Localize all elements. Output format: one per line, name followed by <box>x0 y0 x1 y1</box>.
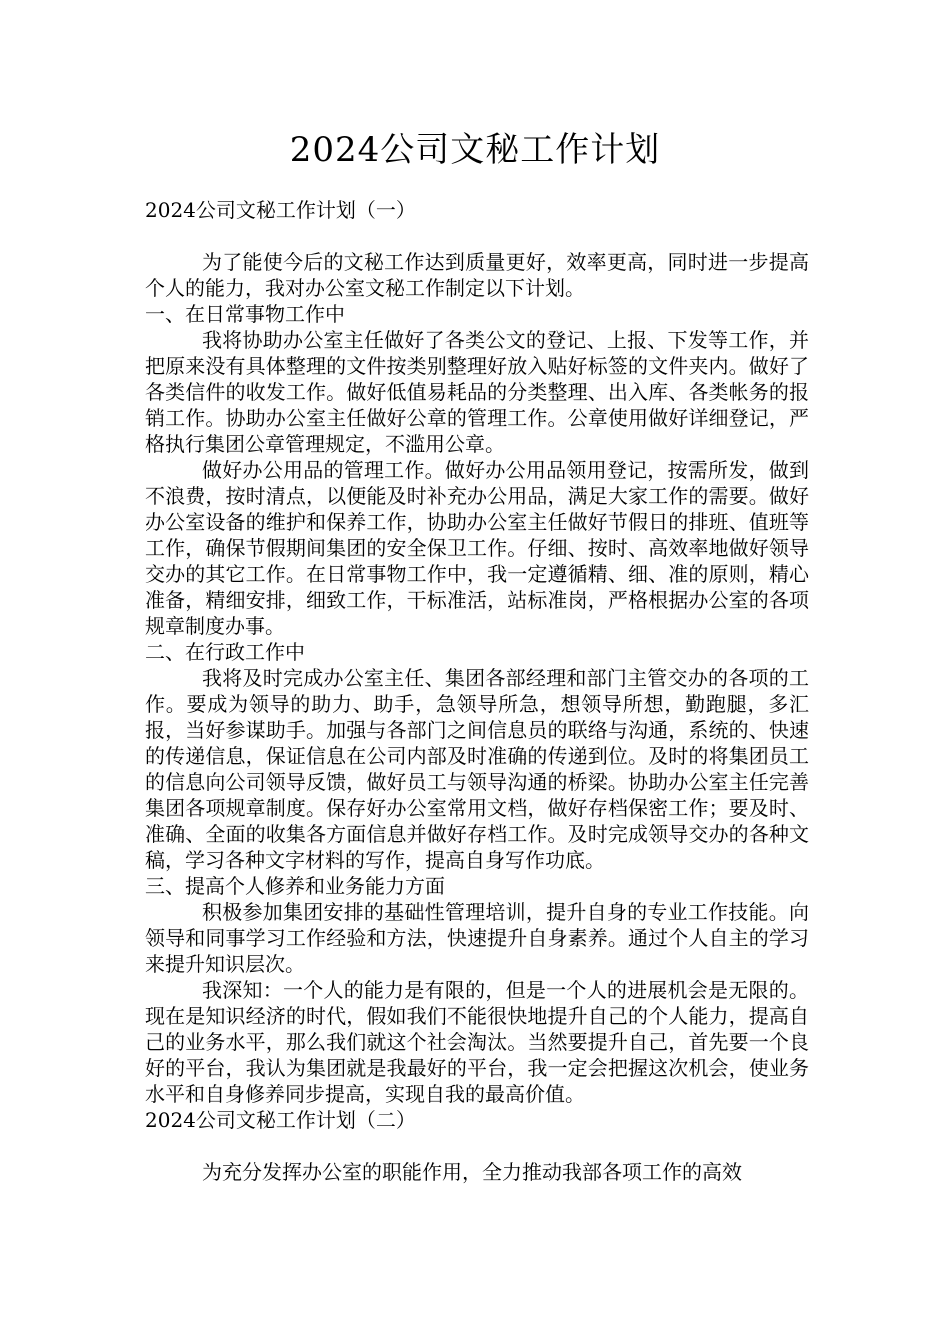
section-1-intro: 为了能使今后的文秘工作达到质量更好，效率更高，同时进一步提高个人的能力，我对办公室文秘工作制定以下计划。 <box>145 250 809 300</box>
part-1-heading: 一、在日常事物工作中 <box>145 302 345 326</box>
section-2-heading: 2024公司文秘工作计划（二） <box>145 1108 416 1132</box>
part-1-paragraph-1: 我将协助办公室主任做好了各类公文的登记、上报、下发等工作，并把原来没有具体整理的文件按类别整理好放入贴好标签的文件夹内。做好了各类信件的收发工作。做好低值易耗品的分类整理、出入库、各类帐务的报销工作。协助办公室主任做好公章的管理工作。公章使用做好详细登记，严格执行集团公章管理规定，不滥用公章。 <box>145 328 809 456</box>
part-3-paragraph-2: 我深知：一个人的能力是有限的，但是一个人的进展机会是无限的。现在是知识经济的时代，假如我们不能很快地提升自己的个人能力，提高自己的业务水平，那么我们就这个社会淘汰。当然要提升自己，首先要一个良好的平台，我认为集团就是我最好的平台，我一定会把握这次机会，使业务水平和自身修养同步提高，实现自我的最高价值。 <box>145 978 809 1106</box>
part-3-paragraph-1: 积极参加集团安排的基础性管理培训，提升自身的专业工作技能。向领导和同事学习工作经验和方法，快速提升自身素养。通过个人自主的学习来提升知识层次。 <box>145 900 809 976</box>
document-body <box>145 197 809 1185</box>
document-title: 2024公司文秘工作计划 <box>289 130 661 170</box>
section-2-intro: 为充分发挥办公室的职能作用，全力推动我部各项工作的高效 <box>202 1160 742 1184</box>
part-2-paragraph-1: 我将及时完成办公室主任、集团各部经理和部门主管交办的各项的工作。要成为领导的助力、助手，急领导所急，想领导所想，勤跑腿，多汇报，当好参谋助手。加强与各部门之间信息员的联络与沟通，系统的、快速的传递信息，保证信息在公司内部及时准确的传递到位。及时的将集团员工的信息向公司领导反馈，做好员工与领导沟通的桥梁。协助办公室主任完善集团各项规章制度。保存好办公室常用文档，做好存档保密工作；要及时、准确、全面的收集各方面信息并做好存档工作。及时完成领导交办的各种文稿，学习各种文字材料的写作，提高自身写作功底。 <box>145 666 809 872</box>
section-1-heading: 2024公司文秘工作计划（一） <box>145 198 416 222</box>
part-3-heading: 三、提高个人修养和业务能力方面 <box>145 874 445 898</box>
part-2-heading: 二、在行政工作中 <box>145 640 305 664</box>
part-1-paragraph-2: 做好办公用品的管理工作。做好办公用品领用登记，按需所发，做到不浪费，按时清点，以便能及时补充办公用品，满足大家工作的需要。做好办公室设备的维护和保养工作，协助办公室主任做好节假日的排班、值班等工作，确保节假期间集团的安全保卫工作。仔细、按时、高效率地做好领导交办的其它工作。在日常事物工作中，我一定遵循精、细、准的原则，精心准备，精细安排，细致工作，干标准活，站标准岗，严格根据办公室的各项规章制度办事。 <box>145 458 809 638</box>
